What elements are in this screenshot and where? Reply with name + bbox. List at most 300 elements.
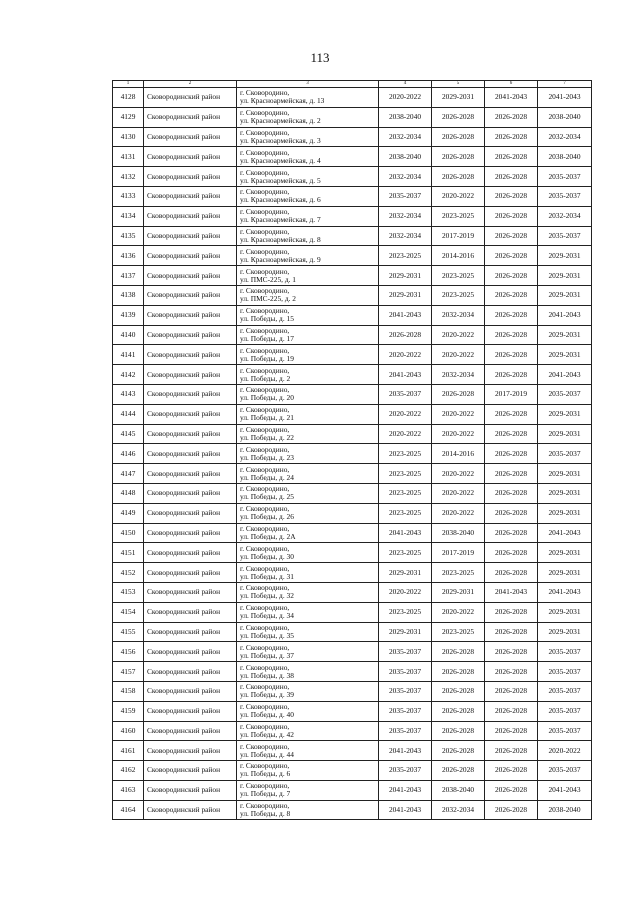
row-number: 4131 (113, 147, 144, 167)
table-row (113, 662, 592, 682)
row-number: 4138 (113, 285, 144, 305)
district-cell: Сковородинский район (144, 444, 237, 464)
district-cell: Сковородинский район (144, 503, 237, 523)
row-number: 4141 (113, 345, 144, 365)
period-cell-col4: 2023-2025 (379, 246, 432, 266)
row-number: 4133 (113, 186, 144, 206)
address-city: г. Сковородино, (240, 127, 290, 137)
period-cell-col4: 2035-2037 (379, 186, 432, 206)
table-row (113, 701, 592, 721)
address-cell (237, 721, 379, 741)
table-row (113, 721, 592, 741)
row-number: 4145 (113, 424, 144, 444)
table-row (113, 741, 592, 761)
period-cell-col5: 2020-2022 (432, 424, 485, 444)
period-cell-col6: 2026-2028 (485, 226, 538, 246)
period-cell-col5: 2017-2019 (432, 543, 485, 563)
address-cell (237, 642, 379, 662)
period-cell-col7: 2041-2043 (538, 305, 592, 325)
table-row (113, 226, 592, 246)
district-cell: Сковородинский район (144, 662, 237, 682)
address-street: ул. Победы, д. 30 (240, 551, 294, 561)
period-cell-col5: 2023-2025 (432, 285, 485, 305)
period-cell-col5: 2023-2025 (432, 266, 485, 286)
address-city: г. Сковородино, (240, 187, 290, 197)
period-cell-col6: 2026-2028 (485, 483, 538, 503)
period-cell-col6: 2026-2028 (485, 464, 538, 484)
address-city: г. Сковородино, (240, 662, 290, 672)
address-street: ул. Победы, д. 32 (240, 591, 294, 601)
period-cell-col4: 2041-2043 (379, 523, 432, 543)
address-street: ул. Победы, д. 20 (240, 393, 294, 403)
period-cell-col6: 2026-2028 (485, 147, 538, 167)
period-cell-col6: 2041-2043 (485, 582, 538, 602)
table-row (113, 345, 592, 365)
period-cell-col7: 2029-2031 (538, 543, 592, 563)
period-cell-col5: 2026-2028 (432, 662, 485, 682)
table-body (113, 88, 592, 820)
period-cell-col4: 2035-2037 (379, 642, 432, 662)
table-row (113, 404, 592, 424)
row-number: 4156 (113, 642, 144, 662)
row-number: 4158 (113, 681, 144, 701)
address-cell (237, 167, 379, 187)
address-street: ул. ПМС-225, д. 2 (240, 294, 296, 304)
address-city: г. Сковородино, (240, 801, 290, 811)
period-cell-col6: 2026-2028 (485, 701, 538, 721)
period-cell-col7: 2035-2037 (538, 384, 592, 404)
period-cell-col6: 2026-2028 (485, 167, 538, 187)
address-street: ул. Победы, д. 23 (240, 452, 294, 462)
period-cell-col7: 2041-2043 (538, 523, 592, 543)
row-number: 4135 (113, 226, 144, 246)
period-cell-col5: 2020-2022 (432, 602, 485, 622)
address-city: г. Сковородино, (240, 761, 290, 771)
period-cell-col4: 2032-2034 (379, 206, 432, 226)
address-street: ул. Победы, д. 7 (240, 789, 291, 799)
period-cell-col7: 2029-2031 (538, 285, 592, 305)
column-header: 5 (432, 81, 485, 88)
address-cell (237, 662, 379, 682)
district-cell: Сковородинский район (144, 186, 237, 206)
period-cell-col6: 2026-2028 (485, 404, 538, 424)
address-street: ул. Красноармейская, д. 9 (240, 254, 321, 264)
district-cell: Сковородинский район (144, 780, 237, 800)
table-row (113, 523, 592, 543)
address-street: ул. Красноармейская, д. 6 (240, 195, 321, 205)
address-street: ул. ПМС-225, д. 1 (240, 274, 296, 284)
address-street: ул. Победы, д. 17 (240, 333, 294, 343)
period-cell-col6: 2026-2028 (485, 444, 538, 464)
column-header: 3 (237, 81, 379, 88)
period-cell-col7: 2041-2043 (538, 582, 592, 602)
period-cell-col5: 2026-2028 (432, 741, 485, 761)
row-number: 4154 (113, 602, 144, 622)
address-city: г. Сковородино, (240, 583, 290, 593)
table-row (113, 444, 592, 464)
district-cell: Сковородинский район (144, 543, 237, 563)
period-cell-col4: 2023-2025 (379, 483, 432, 503)
address-street: ул. Победы, д. 21 (240, 413, 294, 423)
period-cell-col6: 2026-2028 (485, 206, 538, 226)
row-number: 4130 (113, 127, 144, 147)
address-street: ул. Победы, д. 42 (240, 729, 294, 739)
period-cell-col6: 2026-2028 (485, 424, 538, 444)
table-row (113, 681, 592, 701)
period-cell-col7: 2035-2037 (538, 701, 592, 721)
period-cell-col5: 2026-2028 (432, 642, 485, 662)
table-row (113, 266, 592, 286)
address-cell (237, 147, 379, 167)
period-cell-col4: 2041-2043 (379, 305, 432, 325)
row-number: 4132 (113, 167, 144, 187)
address-cell (237, 127, 379, 147)
period-cell-col4: 2032-2034 (379, 226, 432, 246)
period-cell-col7: 2029-2031 (538, 246, 592, 266)
period-cell-col4: 2020-2022 (379, 582, 432, 602)
period-cell-col5: 2026-2028 (432, 147, 485, 167)
row-number: 4160 (113, 721, 144, 741)
address-cell (237, 761, 379, 781)
address-street: ул. Красноармейская, д. 3 (240, 135, 321, 145)
district-cell: Сковородинский район (144, 266, 237, 286)
period-cell-col5: 2020-2022 (432, 345, 485, 365)
period-cell-col6: 2026-2028 (485, 523, 538, 543)
district-cell: Сковородинский район (144, 404, 237, 424)
address-cell (237, 206, 379, 226)
table-row (113, 503, 592, 523)
district-cell: Сковородинский район (144, 285, 237, 305)
district-cell: Сковородинский район (144, 424, 237, 444)
district-cell: Сковородинский район (144, 464, 237, 484)
address-cell (237, 186, 379, 206)
address-city: г. Сковородино, (240, 385, 290, 395)
table-row (113, 384, 592, 404)
period-cell-col7: 2029-2031 (538, 424, 592, 444)
period-cell-col7: 2029-2031 (538, 266, 592, 286)
address-street: ул. Красноармейская, д. 7 (240, 215, 321, 225)
row-number: 4140 (113, 325, 144, 345)
table-row (113, 642, 592, 662)
district-cell: Сковородинский район (144, 761, 237, 781)
table-row (113, 206, 592, 226)
period-cell-col4: 2029-2031 (379, 266, 432, 286)
period-cell-col7: 2038-2040 (538, 800, 592, 820)
period-cell-col4: 2038-2040 (379, 107, 432, 127)
address-city: г. Сковородино, (240, 226, 290, 236)
address-city: г. Сковородино, (240, 108, 290, 118)
period-cell-col6: 2026-2028 (485, 741, 538, 761)
district-cell: Сковородинский район (144, 523, 237, 543)
address-city: г. Сковородино, (240, 504, 290, 514)
row-number: 4139 (113, 305, 144, 325)
table-row (113, 285, 592, 305)
period-cell-col5: 2026-2028 (432, 701, 485, 721)
period-cell-col7: 2020-2022 (538, 741, 592, 761)
period-cell-col7: 2029-2031 (538, 563, 592, 583)
period-cell-col5: 2020-2022 (432, 464, 485, 484)
address-cell (237, 741, 379, 761)
address-street: ул. Победы, д. 22 (240, 432, 294, 442)
table-row (113, 483, 592, 503)
period-cell-col7: 2038-2040 (538, 107, 592, 127)
period-cell-col5: 2032-2034 (432, 800, 485, 820)
district-cell: Сковородинский район (144, 563, 237, 583)
address-city: г. Сковородино, (240, 345, 290, 355)
period-cell-col7: 2041-2043 (538, 88, 592, 108)
address-city: г. Сковородино, (240, 682, 290, 692)
address-cell (237, 503, 379, 523)
address-cell (237, 266, 379, 286)
address-cell (237, 365, 379, 385)
period-cell-col4: 2029-2031 (379, 622, 432, 642)
page-number: 113 (310, 50, 330, 65)
address-city: г. Сковородино, (240, 523, 290, 533)
address-street: ул. Победы, д. 6 (240, 769, 291, 779)
period-cell-col5: 2032-2034 (432, 365, 485, 385)
address-street: ул. Победы, д. 40 (240, 710, 294, 720)
period-cell-col5: 2017-2019 (432, 226, 485, 246)
address-cell (237, 543, 379, 563)
period-cell-col7: 2029-2031 (538, 602, 592, 622)
address-cell (237, 681, 379, 701)
table-row (113, 167, 592, 187)
period-cell-col6: 2026-2028 (485, 365, 538, 385)
column-header: 6 (485, 81, 538, 88)
period-cell-col6: 2026-2028 (485, 107, 538, 127)
address-street: ул. Победы, д. 34 (240, 611, 294, 621)
period-cell-col4: 2020-2022 (379, 345, 432, 365)
address-cell (237, 602, 379, 622)
address-cell (237, 780, 379, 800)
address-city: г. Сковородино, (240, 444, 290, 454)
address-city: г. Сковородино, (240, 563, 290, 573)
period-cell-col5: 2038-2040 (432, 523, 485, 543)
period-cell-col6: 2026-2028 (485, 543, 538, 563)
period-cell-col4: 2020-2022 (379, 404, 432, 424)
row-number: 4147 (113, 464, 144, 484)
period-cell-col6: 2026-2028 (485, 642, 538, 662)
address-street: ул. Победы, д. 2 (240, 373, 291, 383)
period-cell-col5: 2032-2034 (432, 305, 485, 325)
period-cell-col6: 2026-2028 (485, 246, 538, 266)
table-row (113, 622, 592, 642)
table-row (113, 800, 592, 820)
period-cell-col7: 2035-2037 (538, 662, 592, 682)
period-cell-col4: 2023-2025 (379, 503, 432, 523)
period-cell-col6: 2026-2028 (485, 761, 538, 781)
row-number: 4129 (113, 107, 144, 127)
table-row (113, 246, 592, 266)
column-header: 4 (379, 81, 432, 88)
period-cell-col7: 2041-2043 (538, 780, 592, 800)
column-header: 2 (144, 81, 237, 88)
address-cell (237, 305, 379, 325)
table-row (113, 464, 592, 484)
address-city: г. Сковородино, (240, 167, 290, 177)
district-cell: Сковородинский район (144, 167, 237, 187)
table-row (113, 305, 592, 325)
period-cell-col4: 2035-2037 (379, 761, 432, 781)
address-city: г. Сковородино, (240, 365, 290, 375)
address-city: г. Сковородино, (240, 266, 290, 276)
period-cell-col7: 2035-2037 (538, 721, 592, 741)
period-cell-col4: 2035-2037 (379, 701, 432, 721)
address-city: г. Сковородино, (240, 464, 290, 474)
row-number: 4134 (113, 206, 144, 226)
period-cell-col4: 2023-2025 (379, 464, 432, 484)
period-cell-col5: 2026-2028 (432, 167, 485, 187)
district-cell: Сковородинский район (144, 127, 237, 147)
row-number: 4148 (113, 483, 144, 503)
period-cell-col5: 2026-2028 (432, 107, 485, 127)
address-cell (237, 701, 379, 721)
period-cell-col4: 2020-2022 (379, 88, 432, 108)
district-cell: Сковородинский район (144, 345, 237, 365)
row-number: 4163 (113, 780, 144, 800)
address-street: ул. Победы, д. 44 (240, 749, 294, 759)
address-cell (237, 88, 379, 108)
period-cell-col6: 2026-2028 (485, 800, 538, 820)
address-cell (237, 246, 379, 266)
address-cell (237, 325, 379, 345)
address-street: ул. Победы, д. 38 (240, 670, 294, 680)
address-cell (237, 424, 379, 444)
district-cell: Сковородинский район (144, 721, 237, 741)
row-number: 4157 (113, 662, 144, 682)
address-city: г. Сковородино, (240, 741, 290, 751)
district-cell: Сковородинский район (144, 365, 237, 385)
row-number: 4153 (113, 582, 144, 602)
period-cell-col7: 2038-2040 (538, 147, 592, 167)
address-city: г. Сковородино, (240, 424, 290, 434)
address-street: ул. Красноармейская, д. 5 (240, 175, 321, 185)
address-city: г. Сковородино, (240, 207, 290, 217)
address-street: ул. Победы, д. 19 (240, 353, 294, 363)
period-cell-col4: 2032-2034 (379, 167, 432, 187)
period-cell-col6: 2026-2028 (485, 186, 538, 206)
period-cell-col4: 2035-2037 (379, 681, 432, 701)
period-cell-col4: 2041-2043 (379, 800, 432, 820)
period-cell-col5: 2023-2025 (432, 563, 485, 583)
district-cell: Сковородинский район (144, 226, 237, 246)
period-cell-col7: 2029-2031 (538, 503, 592, 523)
row-number: 4162 (113, 761, 144, 781)
district-cell: Сковородинский район (144, 325, 237, 345)
district-cell: Сковородинский район (144, 622, 237, 642)
table-row (113, 107, 592, 127)
period-cell-col6: 2026-2028 (485, 563, 538, 583)
period-cell-col6: 2026-2028 (485, 721, 538, 741)
district-cell: Сковородинский район (144, 206, 237, 226)
address-city: г. Сковородино, (240, 702, 290, 712)
period-cell-col7: 2035-2037 (538, 186, 592, 206)
period-cell-col6: 2026-2028 (485, 622, 538, 642)
period-cell-col6: 2026-2028 (485, 325, 538, 345)
period-cell-col4: 2029-2031 (379, 563, 432, 583)
district-cell: Сковородинский район (144, 384, 237, 404)
row-number: 4128 (113, 88, 144, 108)
table-row (113, 543, 592, 563)
address-city: г. Сковородино, (240, 484, 290, 494)
period-cell-col7: 2029-2031 (538, 622, 592, 642)
table-row (113, 761, 592, 781)
address-street: ул. Красноармейская, д. 8 (240, 234, 321, 244)
district-cell: Сковородинский район (144, 107, 237, 127)
period-cell-col4: 2041-2043 (379, 780, 432, 800)
address-city: г. Сковородино, (240, 642, 290, 652)
address-cell (237, 226, 379, 246)
period-cell-col4: 2029-2031 (379, 285, 432, 305)
district-cell: Сковородинский район (144, 483, 237, 503)
address-cell (237, 404, 379, 424)
address-city: г. Сковородино, (240, 543, 290, 553)
period-cell-col4: 2035-2037 (379, 662, 432, 682)
period-cell-col6: 2041-2043 (485, 88, 538, 108)
table-row (113, 325, 592, 345)
period-cell-col7: 2035-2037 (538, 681, 592, 701)
row-number: 4144 (113, 404, 144, 424)
address-city: г. Сковородино, (240, 88, 290, 98)
period-cell-col5: 2026-2028 (432, 127, 485, 147)
period-cell-col6: 2026-2028 (485, 266, 538, 286)
address-street: ул. Победы, д. 24 (240, 472, 294, 482)
address-city: г. Сковородино, (240, 286, 290, 296)
column-number-row (113, 81, 592, 88)
period-cell-col4: 2020-2022 (379, 424, 432, 444)
period-cell-col5: 2023-2025 (432, 622, 485, 642)
period-cell-col7: 2041-2043 (538, 365, 592, 385)
period-cell-col7: 2032-2034 (538, 206, 592, 226)
address-cell (237, 483, 379, 503)
period-cell-col5: 2014-2016 (432, 246, 485, 266)
period-cell-col6: 2026-2028 (485, 681, 538, 701)
district-cell: Сковородинский район (144, 681, 237, 701)
period-cell-col5: 2026-2028 (432, 761, 485, 781)
period-cell-col5: 2020-2022 (432, 483, 485, 503)
address-cell (237, 582, 379, 602)
period-cell-col6: 2026-2028 (485, 345, 538, 365)
period-cell-col6: 2026-2028 (485, 662, 538, 682)
period-cell-col4: 2035-2037 (379, 721, 432, 741)
address-street: ул. Победы, д. 37 (240, 650, 294, 660)
period-cell-col4: 2041-2043 (379, 365, 432, 385)
address-cell (237, 285, 379, 305)
table-row (113, 563, 592, 583)
address-street: ул. Красноармейская, д. 2 (240, 116, 321, 126)
period-cell-col7: 2035-2037 (538, 226, 592, 246)
address-city: г. Сковородино, (240, 246, 290, 256)
period-cell-col6: 2026-2028 (485, 780, 538, 800)
address-street: ул. Победы, д. 25 (240, 492, 294, 502)
period-cell-col5: 2026-2028 (432, 721, 485, 741)
district-cell: Сковородинский район (144, 602, 237, 622)
period-cell-col7: 2035-2037 (538, 761, 592, 781)
period-cell-col5: 2029-2031 (432, 582, 485, 602)
district-cell: Сковородинский район (144, 305, 237, 325)
period-cell-col4: 2023-2025 (379, 543, 432, 563)
address-cell (237, 464, 379, 484)
address-street: ул. Победы, д. 31 (240, 571, 294, 581)
period-cell-col5: 2020-2022 (432, 186, 485, 206)
district-cell: Сковородинский район (144, 88, 237, 108)
period-cell-col5: 2026-2028 (432, 681, 485, 701)
address-city: г. Сковородино, (240, 405, 290, 415)
housing-registry-table (112, 80, 592, 820)
row-number: 4137 (113, 266, 144, 286)
row-number: 4146 (113, 444, 144, 464)
column-header: 7 (538, 81, 592, 88)
